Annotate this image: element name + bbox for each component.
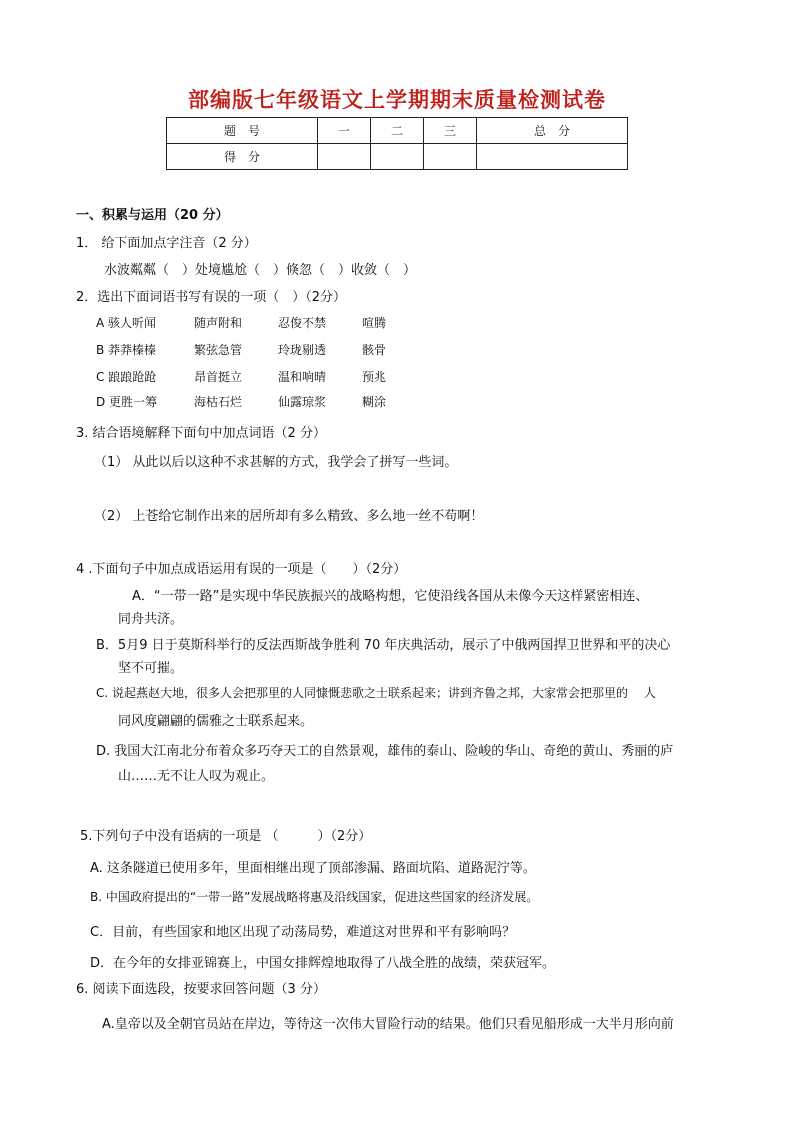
question-3-sentence-2: （2） 上苍给它制作出来的居所却有多么精致、多么地一丝不苟啊！ xyxy=(94,509,484,524)
question-2-option-a xyxy=(96,314,404,331)
question-2-option-d xyxy=(96,393,404,410)
score-table-header-row xyxy=(167,118,628,144)
word: 忍俊不禁 xyxy=(278,316,327,330)
score-row-label: 得 分 xyxy=(167,144,318,170)
score-cell[interactable] xyxy=(477,144,628,170)
question-3-stem: 3. 结合语境解释下面句中加点词语（2 分） xyxy=(76,426,326,441)
question-5-option-c: C．目前，有些国家和地区出现了动荡局势，难道这对世界和平有影响吗？ xyxy=(90,925,516,940)
question-6-stem: 6. 阅读下面选段，按要求回答问题（3 分） xyxy=(76,982,326,997)
score-table-header-cell: 一 xyxy=(317,118,370,144)
question-4-option-d-line-2: 山……无不让人叹为观止。 xyxy=(118,769,275,784)
question-4-option-c-line-2: 同风度翩翩的儒雅之士联系起来。 xyxy=(118,714,314,729)
word: 糊涂 xyxy=(362,395,387,409)
word: 玲珑剔透 xyxy=(278,343,327,357)
score-cell[interactable] xyxy=(424,144,477,170)
question-2-stem: 2．选出下面词语书写有误的一项（ ）（2分） xyxy=(76,290,347,305)
question-4-option-b-line-2: 坚不可摧。 xyxy=(118,661,184,676)
score-table-header-cell: 二 xyxy=(370,118,423,144)
question-4-option-d-line-1: D. 我国大江南北分布着众多巧夺天工的自然景观，雄伟的泰山、险峻的华山、奇绝的黄山、秀丽的庐 xyxy=(96,744,674,759)
question-4-option-a-line-1: A．“一带一路”是实现中华民族振兴的战略构想，它使沿线各国从未像今天这样紧密相连、 xyxy=(132,589,649,604)
word: D 更胜一筹 xyxy=(96,395,158,409)
word: 昂首挺立 xyxy=(194,370,243,384)
score-table-header-cell: 三 xyxy=(424,118,477,144)
question-2-option-c xyxy=(96,368,404,385)
word: 随声附和 xyxy=(194,316,243,330)
question-4-option-c-line-1: C. 说起燕赵大地，很多人会把那里的人同慷慨悲歌之士联系起来；讲到齐鲁之邦，大家常会把那里的 人 xyxy=(96,686,656,700)
word: A 骇人听闻 xyxy=(96,316,157,330)
score-table-score-row xyxy=(167,144,628,170)
word: 预兆 xyxy=(362,370,387,384)
section-heading: 一、积累与运用（20 分） xyxy=(76,208,229,223)
word: 温和响晴 xyxy=(278,370,327,384)
word: C 踉踉跄跄 xyxy=(96,370,157,384)
word: 骸骨 xyxy=(362,343,387,357)
question-3-sentence-1: （1） 从此以后以这种不求甚解的方式，我学会了拼写一些词。 xyxy=(94,455,458,470)
score-table-header-cell: 题 号 xyxy=(167,118,318,144)
question-5-option-a: A. 这条隧道已使用多年，里面相继出现了顶部渗漏、路面坑陷、道路泥泞等。 xyxy=(90,861,536,876)
score-table xyxy=(166,117,628,170)
word: 喧腾 xyxy=(362,316,387,330)
word: 海枯石烂 xyxy=(194,395,243,409)
question-4-option-b-line-1: B．5月9 日于莫斯科举行的反法西斯战争胜利 70 年庆典活动，展示了中俄两国捍卫世界和平的决心 xyxy=(96,638,671,653)
score-table-header-cell: 总 分 xyxy=(477,118,628,144)
question-5-stem: 5.下列句子中没有语病的一项是 （ ）（2分） xyxy=(80,829,372,844)
exam-title: 部编版七年级语文上学期期末质量检测试卷 xyxy=(188,88,606,112)
question-2-option-b xyxy=(96,341,404,358)
question-6-passage-line: A.皇帝以及全朝官员站在岸边，等待这一次伟大冒险行动的结果。他们只看见船形成一大半月形向前 xyxy=(102,1017,674,1032)
question-4-option-a-line-2: 同舟共济。 xyxy=(118,612,184,627)
question-5-option-d: D．在今年的女排亚锦赛上，中国女排辉煌地取得了八战全胜的战绩，荣获冠军。 xyxy=(90,956,556,971)
question-4-stem: 4 .下面句子中加点成语运用有误的一项是（ ）（2分） xyxy=(76,562,407,577)
question-1-items: 水波粼粼（ ）处境尴尬（ ）倏忽（ ）收敛（ ） xyxy=(104,263,417,278)
question-1-stem: 1． 给下面加点字注音（2 分） xyxy=(76,236,257,251)
score-cell[interactable] xyxy=(370,144,423,170)
word: 繁弦急管 xyxy=(194,343,243,357)
question-5-option-b: B. 中国政府提出的“一带一路”发展战略将惠及沿线国家，促进这些国家的经济发展。 xyxy=(90,890,539,904)
word: B 莽莽榛榛 xyxy=(96,343,157,357)
word: 仙露琼浆 xyxy=(278,395,327,409)
score-cell[interactable] xyxy=(317,144,370,170)
